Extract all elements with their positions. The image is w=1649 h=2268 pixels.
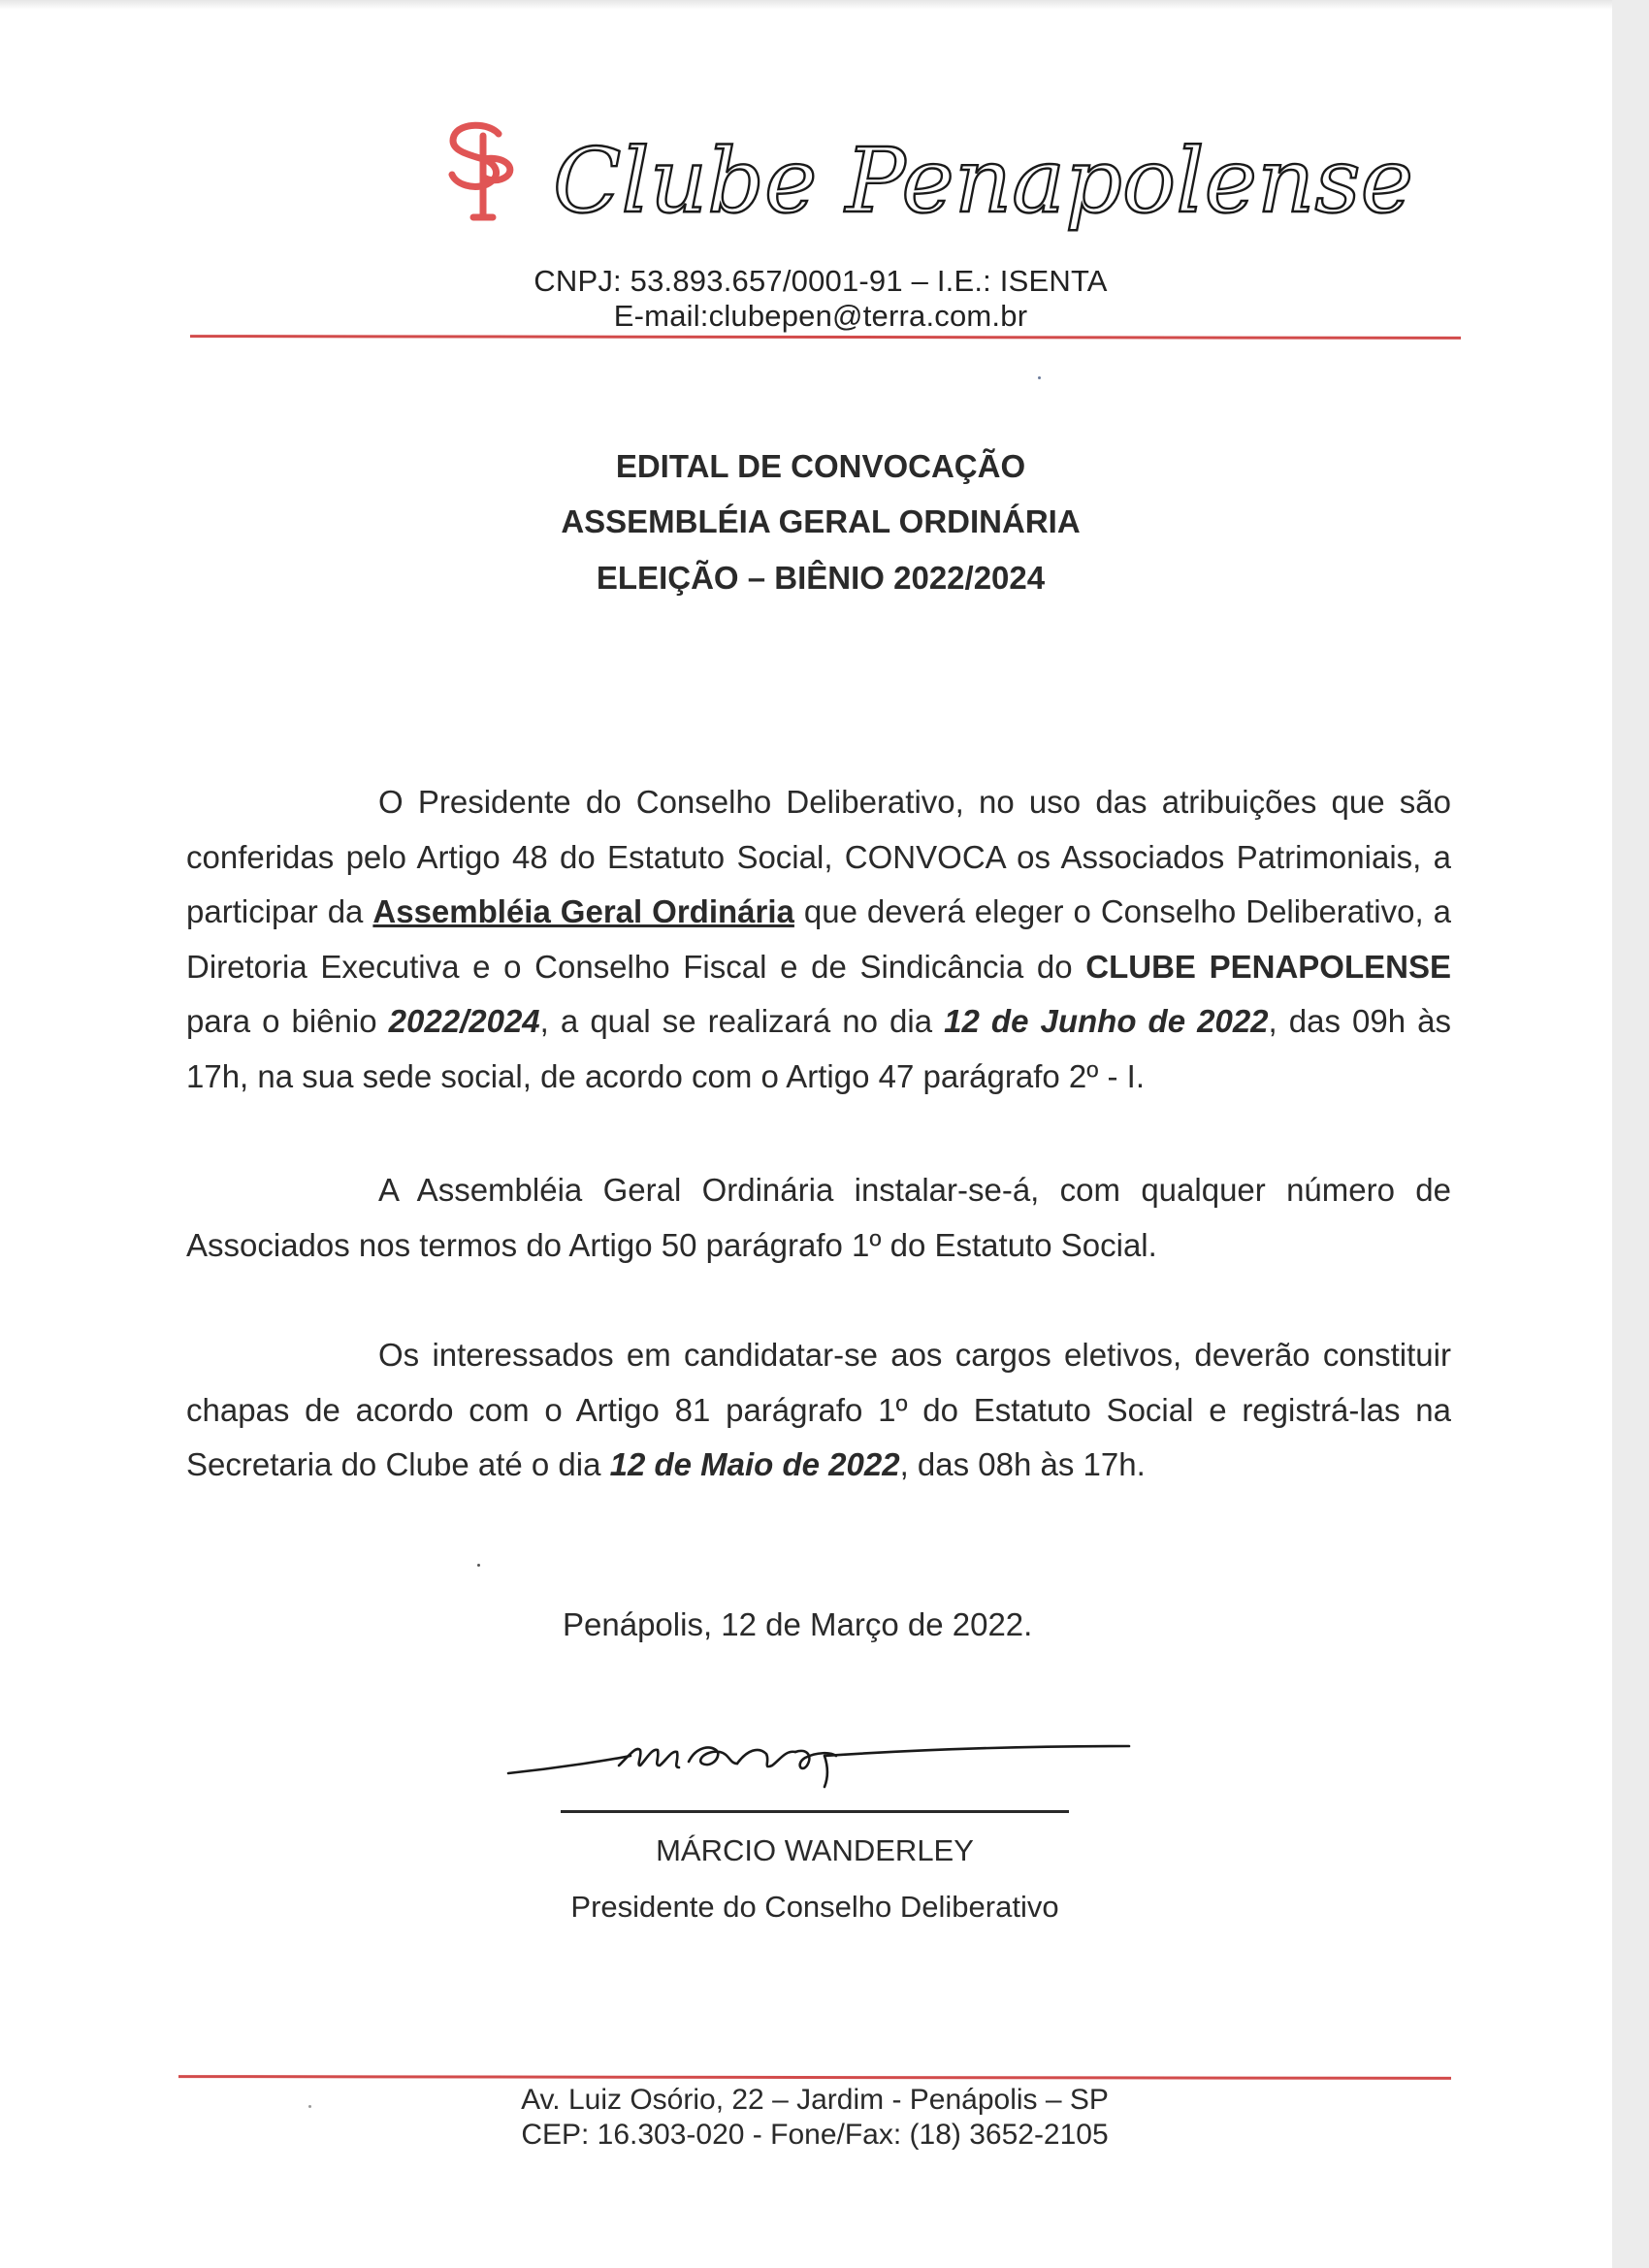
place-date-line: Penápolis, 12 de Março de 2022. (563, 1606, 1033, 1642)
assembly-date: 12 de Junho de 2022 (944, 1003, 1269, 1039)
footer-contact: CEP: 16.303-020 - Fone/Fax: (18) 3652-2105 (521, 2119, 1109, 2151)
handwritten-signature (504, 1717, 1135, 1804)
document-subtitle: ASSEMBLÉIA GERAL ORDINÁRIA (561, 503, 1081, 539)
club-monogram-logo (438, 116, 526, 225)
paragraph-quorum: A Assembléia Geral Ordinária instalar-se-á, com qualquer número de Associados nos termos do Artigo 50 parágrafo 1º do Estatuto Social. (186, 1172, 1451, 1263)
scan-speck (1038, 376, 1041, 379)
svg-text:Clube Penapolense: Clube Penapolense (553, 129, 1414, 233)
footer-address: Av. Luiz Osório, 22 – Jardim - Penápolis – SP (521, 2084, 1109, 2116)
club-name: CLUBE PENAPOLENSE (1085, 948, 1451, 985)
email-line: E-mail:clubepen@terra.com.br (613, 299, 1028, 333)
registration-deadline: 12 de Maio de 2022 (609, 1446, 900, 1482)
footer-divider (178, 2075, 1451, 2080)
paragraph-convocation: O Presidente do Conselho Deliberativo, no uso das atribuições que são conferidas pelo Artigo 48 do Estatuto Social, CONVOCA os Associados Patrimoniais, a participar da Assembléia Geral Ordinária que deverá eleger o Conselho Deliberativo, a Diretoria Executiva e o Conselho Fiscal e de Sindicância do CLUBE PENAPOLENSE para o biênio 2022/2024, a qual se realizará no dia 12 de Junho de 2022, das 09h às 17h, na sua sede social, de acordo com o Artigo 47 parágrafo 2º - I. (186, 784, 1451, 1094)
signatory-role: Presidente do Conselho Deliberativo (570, 1890, 1059, 1924)
scan-edge (1612, 0, 1649, 2268)
signature-line (561, 1810, 1069, 1813)
document-election-line: ELEIÇÃO – BIÊNIO 2022/2024 (596, 560, 1046, 596)
assembly-name: Assembléia Geral Ordinária (372, 893, 794, 929)
biennium: 2022/2024 (388, 1003, 540, 1039)
cnpj-line: CNPJ: 53.893.657/0001-91 – I.E.: ISENTA (534, 264, 1108, 298)
paragraph-candidates: Os interessados em candidatar-se aos cargos eletivos, deverão constituir chapas de acordo com o Artigo 81 parágrafo 1º do Estatuto Social e registrá-las na Secretaria do Clube até o dia 12 de Maio de 2022, das 08h às 17h. (186, 1337, 1451, 1482)
document-title: EDITAL DE CONVOCAÇÃO (615, 448, 1026, 484)
scan-shadow (0, 0, 1612, 10)
scan-speck (477, 1564, 480, 1567)
header-divider (190, 335, 1461, 340)
club-name-logo (543, 114, 1414, 260)
signatory-name: MÁRCIO WANDERLEY (656, 1833, 974, 1867)
